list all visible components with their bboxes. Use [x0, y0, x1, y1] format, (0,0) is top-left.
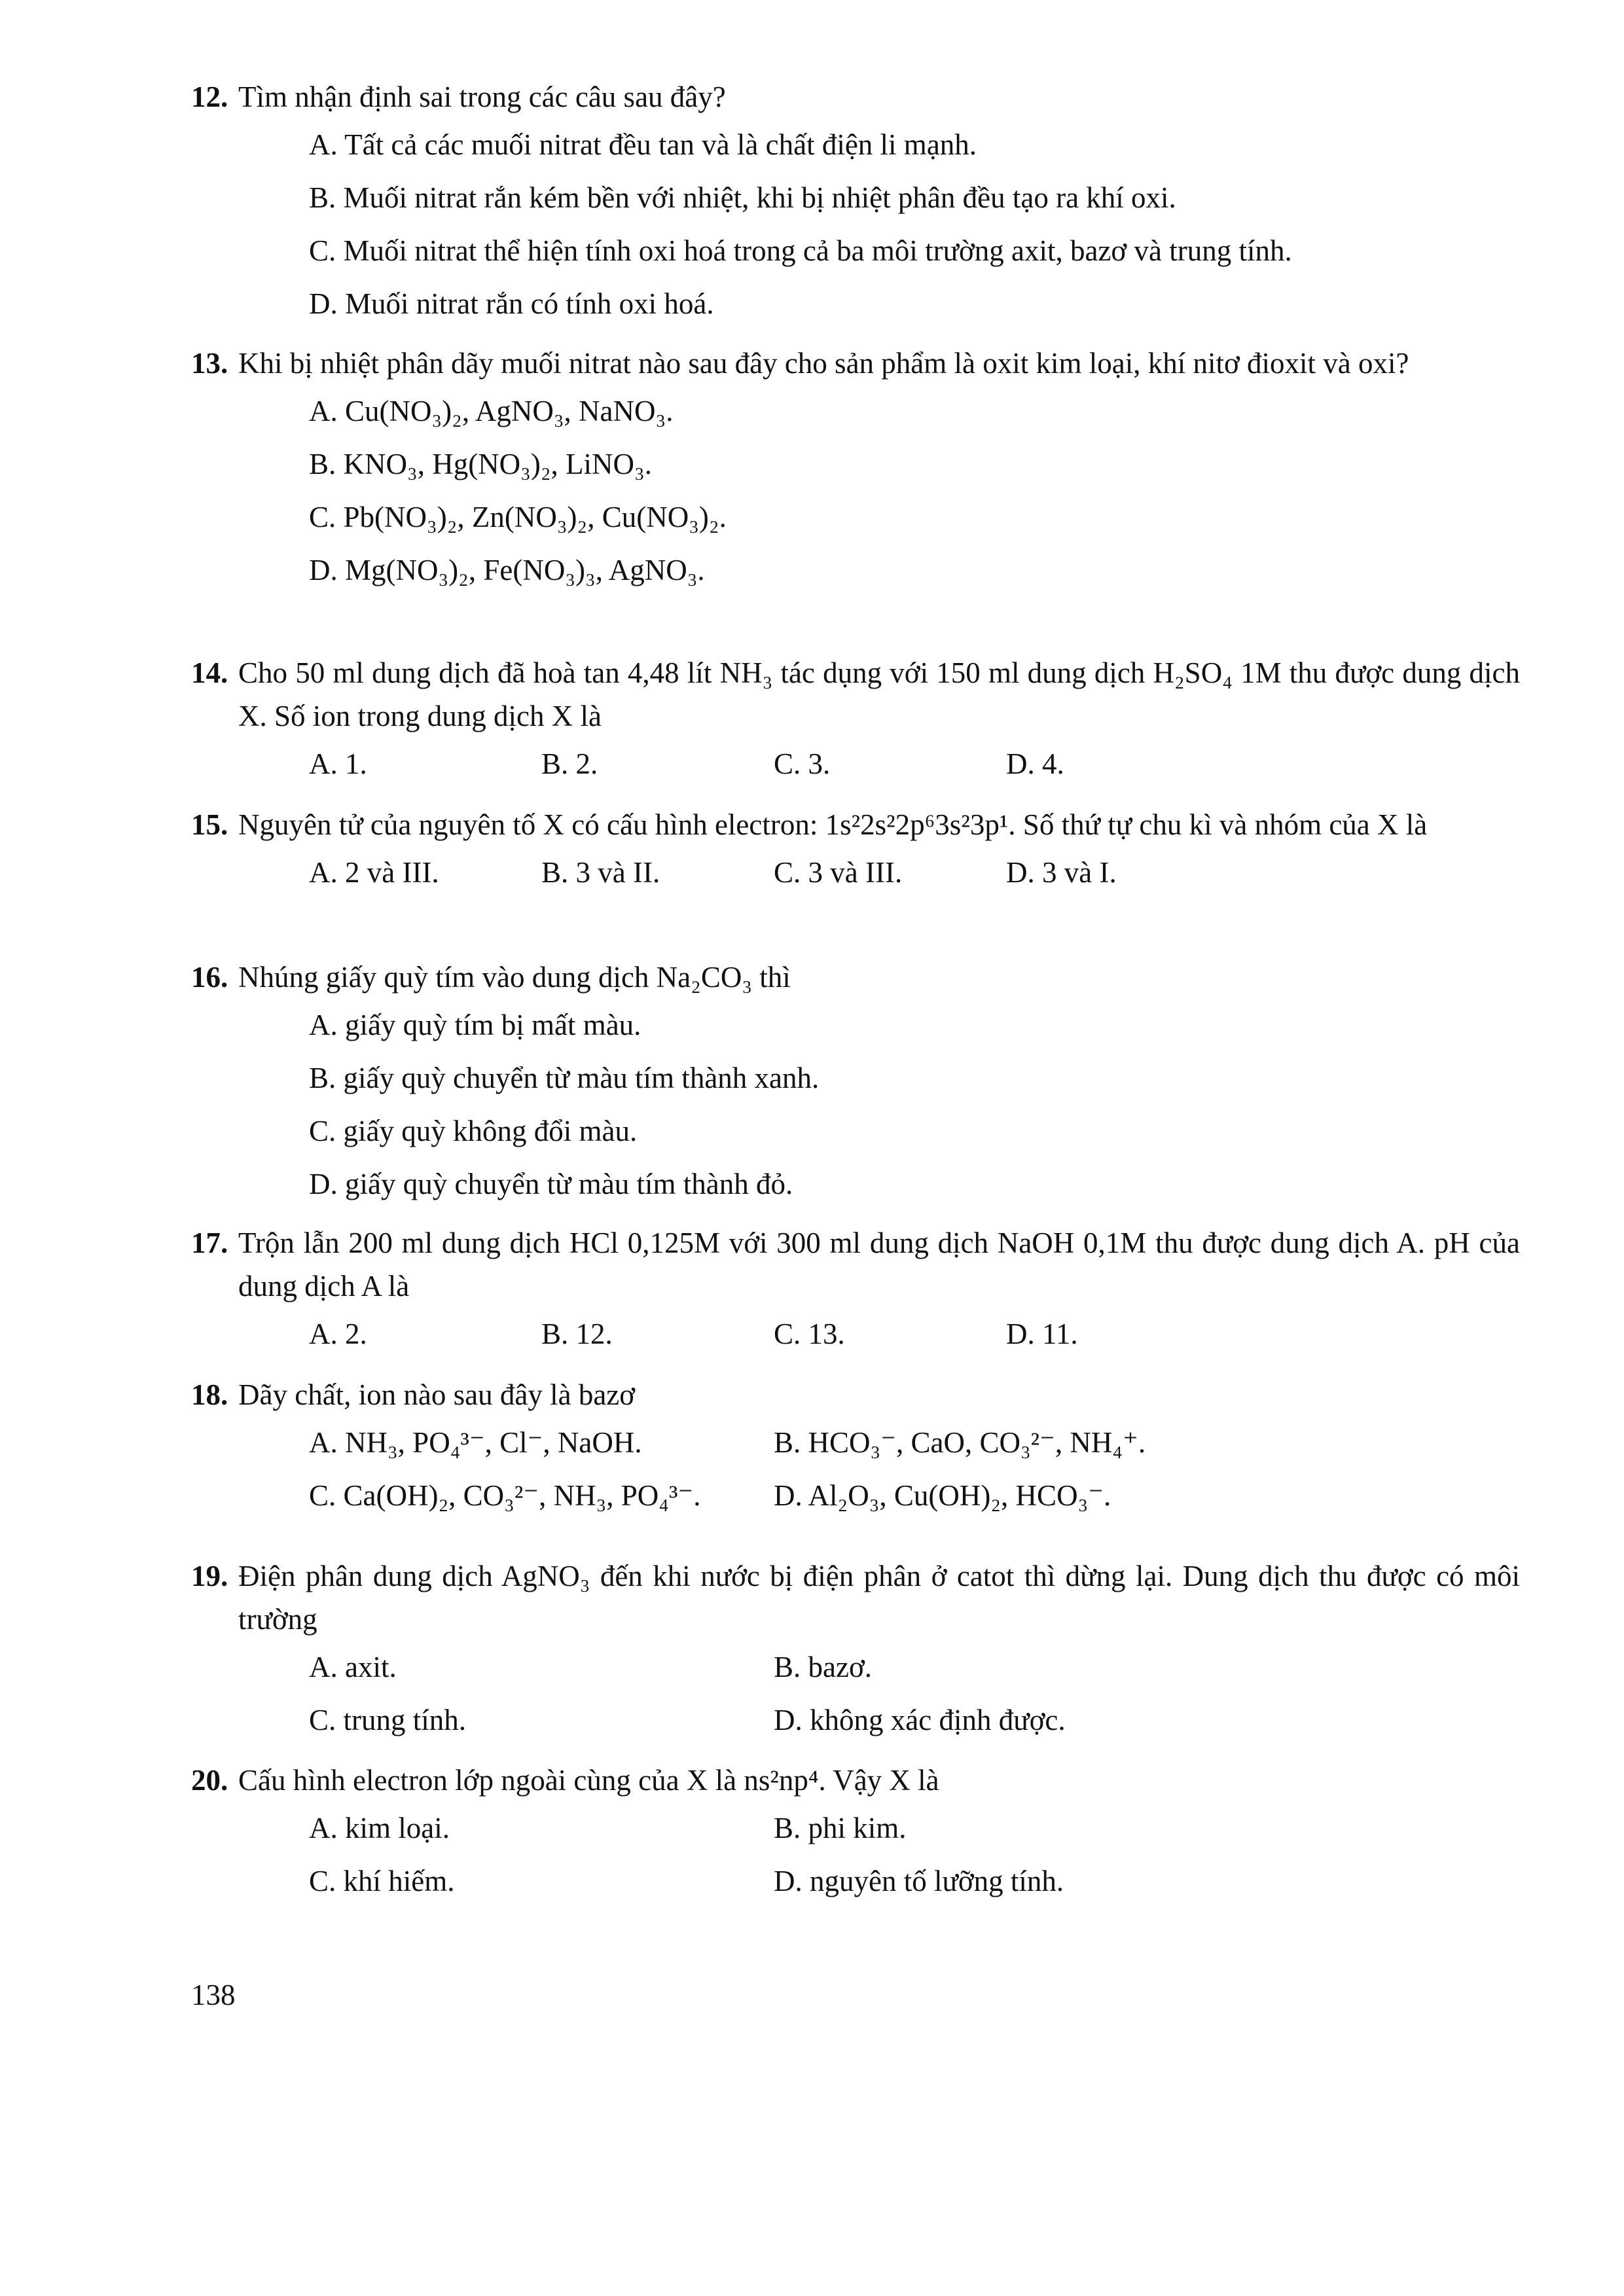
question-18 — [191, 1373, 1520, 1522]
option-c: C. Muối nitrat thể hiện tính oxi hoá trong cả ba môi trường axit, bazơ và trung tính. — [309, 234, 1292, 267]
question-text: Trộn lẫn 200 ml dung dịch HCl 0,125M với 300 ml dung dịch NaOH 0,1M thu được dung dịch A. pH của dung dịch A là — [238, 1227, 1520, 1302]
page-number: 138 — [191, 1979, 236, 2011]
option-a: A. 1. — [309, 747, 367, 780]
question-text: Nhúng giấy quỳ tím vào dung dịch Na₂CO₃ thì — [238, 961, 791, 994]
question-16 — [191, 956, 1520, 1211]
option-b: B. giấy quỳ chuyển từ màu tím thành xanh. — [309, 1062, 820, 1094]
option-a: A. 2. — [309, 1318, 367, 1350]
option-c: C. 3 và III. — [774, 856, 903, 889]
question-13 — [191, 342, 1520, 597]
option-d: D. Al₂O₃, Cu(OH)₂, HCO₃⁻. — [774, 1479, 1111, 1512]
question-number: 14. — [191, 656, 228, 689]
question-15 — [191, 803, 1520, 899]
option-c: C. giấy quỳ không đổi màu. — [309, 1115, 638, 1147]
question-number: 18. — [191, 1378, 228, 1411]
option-b: B. 2. — [541, 747, 598, 780]
option-d: D. nguyên tố lưỡng tính. — [774, 1865, 1064, 1897]
option-b: B. 3 và II. — [541, 856, 660, 889]
question-number: 19. — [191, 1560, 228, 1592]
option-d: D. 11. — [1006, 1318, 1078, 1350]
option-d: D. 3 và I. — [1006, 856, 1117, 889]
option-a: A. NH₃, PO₄³⁻, Cl⁻, NaOH. — [309, 1426, 642, 1459]
option-b: B. HCO₃⁻, CaO, CO₃²⁻, NH₄⁺. — [774, 1426, 1146, 1459]
question-number: 13. — [191, 347, 228, 380]
option-b: B. 12. — [541, 1318, 613, 1350]
question-number: 20. — [191, 1764, 228, 1797]
question-text: Cấu hình electron lớp ngoài cùng của X là ns²np⁴. Vậy X là — [238, 1764, 939, 1797]
question-text: Tìm nhận định sai trong các câu sau đây? — [238, 81, 726, 113]
question-number: 17. — [191, 1227, 228, 1259]
option-a: A. Tất cả các muối nitrat đều tan và là chất điện li mạnh. — [309, 128, 977, 161]
option-c: C. 13. — [774, 1318, 845, 1350]
question-text: Dãy chất, ion nào sau đây là bazơ — [238, 1378, 636, 1411]
question-text: Điện phân dung dịch AgNO₃ đến khi nước bị điện phân ở catot thì dừng lại. Dung dịch thu được có môi trường — [238, 1560, 1520, 1636]
question-number: 12. — [191, 81, 228, 113]
question-20 — [191, 1759, 1520, 1908]
question-12 — [191, 75, 1520, 331]
option-b: B. phi kim. — [774, 1812, 907, 1844]
option-d: D. giấy quỳ chuyển từ màu tím thành đỏ. — [309, 1168, 793, 1200]
option-b: B. Muối nitrat rắn kém bền với nhiệt, khi bị nhiệt phân đều tạo ra khí oxi. — [309, 181, 1176, 214]
question-number: 15. — [191, 808, 228, 841]
option-a: A. kim loại. — [309, 1812, 450, 1844]
option-c: C. Pb(NO₃)₂, Zn(NO₃)₂, Cu(NO₃)₂. — [309, 501, 727, 533]
question-text: Khi bị nhiệt phân dãy muối nitrat nào sau đây cho sản phẩm là oxit kim loại, khí nitơ đioxit và oxi? — [238, 347, 1409, 380]
option-a: A. 2 và III. — [309, 856, 439, 889]
option-c: C. khí hiếm. — [309, 1865, 455, 1897]
option-b: B. KNO₃, Hg(NO₃)₂, LiNO₃. — [309, 448, 652, 480]
option-a: A. giấy quỳ tím bị mất màu. — [309, 1009, 641, 1041]
option-d: D. 4. — [1006, 747, 1064, 780]
option-a: A. axit. — [309, 1651, 397, 1683]
question-19 — [191, 1554, 1520, 1747]
option-b: B. bazơ. — [774, 1651, 873, 1683]
option-d: D. Mg(NO₃)₂, Fe(NO₃)₃, AgNO₃. — [309, 554, 705, 586]
question-text: Nguyên tử của nguyên tố X có cấu hình electron: 1s²2s²2p⁶3s²3p¹. Số thứ tự chu kì và nhóm của X là — [238, 808, 1428, 841]
option-c: C. 3. — [774, 747, 831, 780]
option-d: D. không xác định được. — [774, 1704, 1066, 1736]
option-d: D. Muối nitrat rắn có tính oxi hoá. — [309, 287, 714, 320]
question-14 — [191, 651, 1520, 791]
option-c: C. trung tính. — [309, 1704, 467, 1736]
question-number: 16. — [191, 961, 228, 994]
option-c: C. Ca(OH)₂, CO₃²⁻, NH₃, PO₄³⁻. — [309, 1479, 701, 1512]
question-text: Cho 50 ml dung dịch đã hoà tan 4,48 lít NH₃ tác dụng với 150 ml dung dịch H₂SO₄ 1M thu được dung dịch X. Số ion trong dung dịch X là — [238, 656, 1520, 732]
option-a: A. Cu(NO₃)₂, AgNO₃, NaNO₃. — [309, 395, 674, 427]
question-17 — [191, 1221, 1520, 1361]
